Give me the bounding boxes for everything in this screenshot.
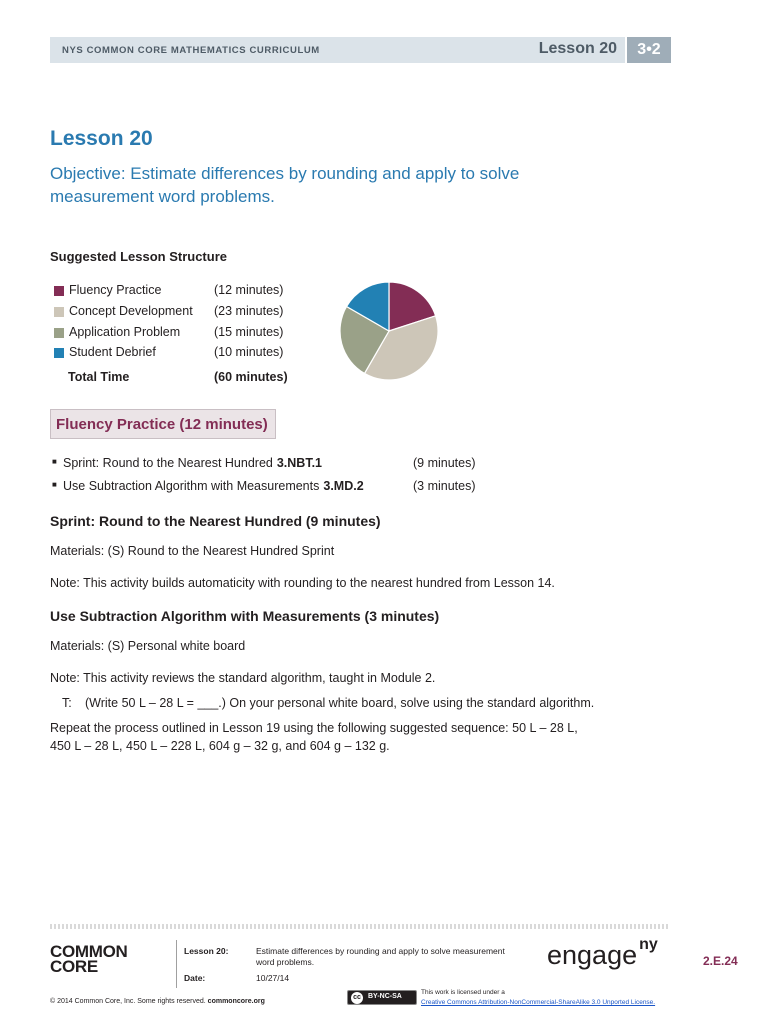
fluency-heading: Fluency Practice (12 minutes) [56, 416, 268, 433]
bullet-text: Sprint: Round to the Nearest Hundred [63, 456, 273, 470]
total-time-label: Total Time [68, 370, 130, 384]
repeat-line-2: 450 L – 28 L, 450 L – 228 L, 604 g – 32 g, and 604 g – 132 g. [50, 739, 390, 753]
subtraction-note: Note: This activity reviews the standard algorithm, taught in Module 2. [50, 671, 436, 685]
teacher-text: (Write 50 L – 28 L = ___.) On your personal white board, solve using the standard algorithm. [85, 696, 595, 710]
cc-license-badge[interactable] [347, 990, 417, 1005]
teacher-label: T: [62, 696, 72, 710]
engage-text: engage [547, 940, 638, 970]
repeat-line-1: Repeat the process outlined in Lesson 19 using the following suggested sequence: 50 L – 28 L, [50, 721, 578, 735]
logo-line-1: COMMON [50, 942, 128, 961]
footer-lesson-label: Lesson 20: [184, 946, 229, 956]
structure-item-name: Application Problem [69, 325, 181, 339]
header-lesson-label: Lesson 20 [538, 40, 617, 57]
sprint-heading: Sprint: Round to the Nearest Hundred (9 minutes) [50, 513, 381, 529]
legend-swatch [54, 328, 64, 338]
sprint-materials: Materials: (S) Round to the Nearest Hundred Sprint [50, 544, 335, 558]
bullet-standard: 3.NBT.1 [276, 456, 323, 470]
footer-divider [50, 924, 670, 929]
fluency-section-header [50, 409, 276, 439]
grade-module-badge: 3•2 [627, 37, 671, 63]
copyright-line [50, 998, 265, 1005]
curriculum-label: NYS COMMON CORE MATHEMATICS CURRICULUM [62, 45, 320, 56]
subtraction-heading: Use Subtraction Algorithm with Measurements (3 minutes) [50, 608, 440, 624]
footer-vertical-divider [176, 940, 177, 988]
cc-badge-text: BY-NC-SA [368, 993, 402, 1000]
square-bullet-icon: ■ [52, 480, 57, 489]
structure-item-minutes: (10 minutes) [214, 345, 284, 359]
common-core-logo [50, 944, 150, 974]
subtraction-materials: Materials: (S) Personal white board [50, 639, 246, 653]
lesson-structure-pie [338, 280, 440, 382]
sprint-note: Note: This activity builds automaticity with rounding to the nearest hundred from Lesson 14. [50, 576, 555, 590]
footer-lesson-desc-1: Estimate differences by rounding and apply to solve measurement [256, 946, 505, 956]
square-bullet-icon: ■ [52, 457, 57, 466]
cc-icon: cc [351, 992, 363, 1004]
bullet-minutes: (3 minutes) [413, 479, 476, 493]
bullet-text: Use Subtraction Algorithm with Measurements [63, 479, 320, 493]
page-code: 2.E.24 [703, 954, 738, 968]
copyright-link[interactable]: commoncore.org [207, 998, 265, 1005]
license-link[interactable]: Creative Commons Attribution-NonCommercial-ShareAlike 3.0 Unported License. [421, 999, 656, 1006]
footer-lesson-desc-2: word problems. [256, 957, 315, 967]
legend-swatch [54, 307, 64, 317]
teacher-line [62, 696, 594, 710]
structure-item-minutes: (23 minutes) [214, 304, 284, 318]
footer-date-value: 10/27/14 [256, 973, 290, 983]
engage-ny-logo [547, 936, 658, 971]
structure-item-minutes: (15 minutes) [214, 325, 284, 339]
copyright-text: © 2014 Common Core, Inc. Some rights reserved. [50, 998, 208, 1005]
structure-heading: Suggested Lesson Structure [50, 249, 227, 264]
legend-swatch [54, 348, 64, 358]
bullet-minutes: (9 minutes) [413, 456, 476, 470]
structure-item-name: Concept Development [69, 304, 193, 318]
structure-item-minutes: (12 minutes) [214, 283, 284, 297]
bullet-standard: 3.MD.2 [323, 479, 364, 493]
logo-line-2: CORE [50, 957, 98, 976]
structure-item-name: Student Debrief [69, 345, 156, 359]
ny-text: ny [639, 936, 658, 953]
total-time-value: (60 minutes) [214, 370, 288, 384]
page-title: Lesson 20 [50, 127, 153, 150]
header-bar [50, 37, 625, 63]
legend-swatch [54, 286, 64, 296]
footer-date-label: Date: [184, 973, 206, 983]
structure-item-name: Fluency Practice [69, 283, 162, 297]
objective-text: Objective: Estimate differences by rounding and apply to solve measurement word problems. [50, 164, 520, 206]
license-text: This work is licensed under a [421, 989, 505, 996]
